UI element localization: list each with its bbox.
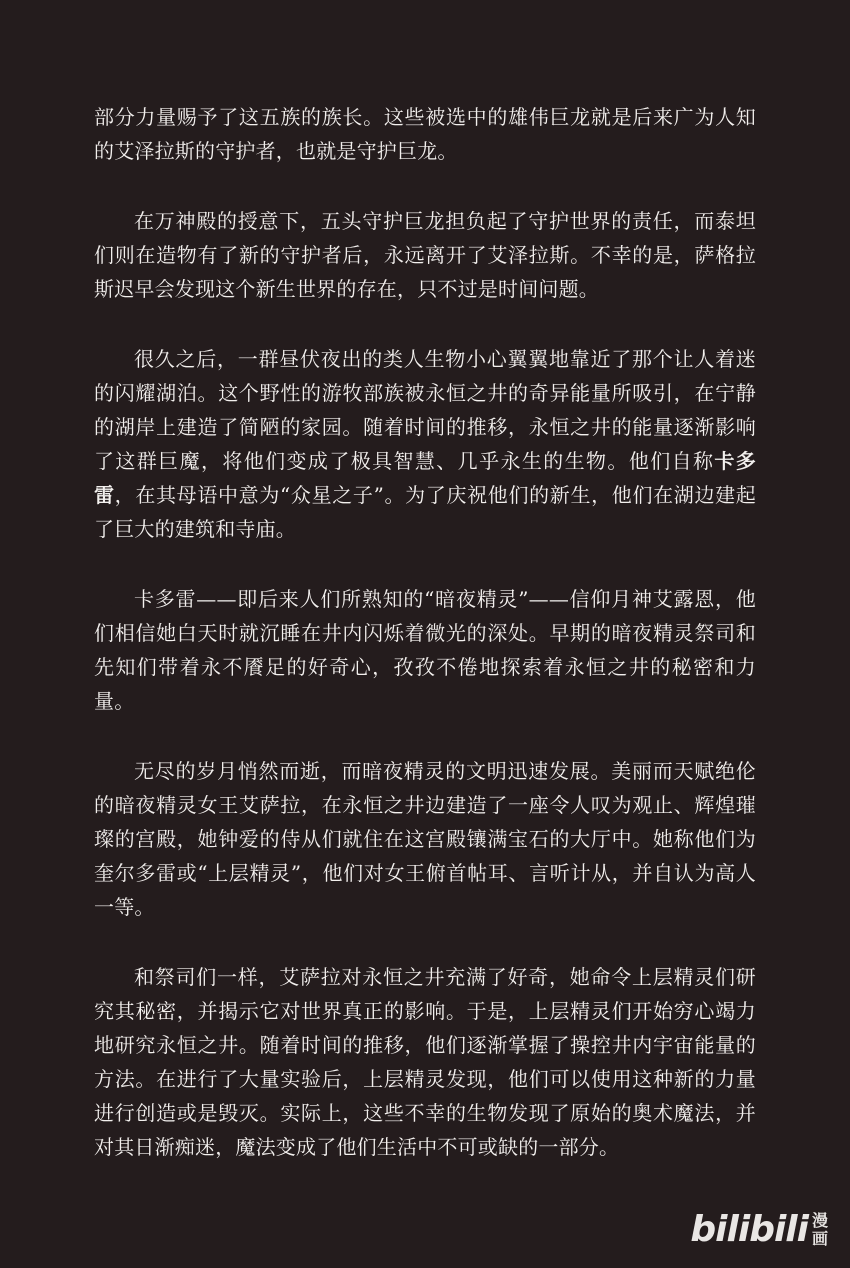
manga-tag-line-2: 画 bbox=[811, 1228, 828, 1248]
paragraph-3-part-1: 很久之后，一群昼伏夜出的类人生物小心翼翼地靠近了那个让人着迷的闪耀湖泊。这个野性的游牧部族被永恒之井的奇异能量所吸引，在宁静的湖岸上建造了简陋的家园。随着时间的推移，永恒之井的能量逐渐影响了这群巨魔，将他们变成了极具智慧、几乎永生的生物。他们自称 bbox=[94, 347, 756, 473]
paragraph-5: 无尽的岁月悄然而逝，而暗夜精灵的文明迅速发展。美丽而天赋绝伦的暗夜精灵女王艾萨拉，在永恒之井边建造了一座令人叹为观止、辉煌璀璨的宫殿，她钟爱的侍从们就住在这宫殿镶满宝石的大厅中。她称他们为奎尔多雷或“上层精灵”，他们对女王俯首帖耳、言听计从，并自认为高人一等。 bbox=[94, 759, 756, 919]
term-kaldorei: 卡多雷 bbox=[94, 449, 756, 507]
bilibili-watermark bbox=[690, 1209, 828, 1250]
paragraph-2: 在万神殿的授意下，五头守护巨龙担负起了守护世界的责任，而泰坦们则在造物有了新的守护者后，永远离开了艾泽拉斯。不幸的是，萨格拉斯迟早会发现这个新生世界的存在，只不过是时间问题。 bbox=[94, 209, 756, 301]
paragraph-6: 和祭司们一样，艾萨拉对永恒之井充满了好奇，她命令上层精灵们研究其秘密，并揭示它对世界真正的影响。于是，上层精灵们开始穷心竭力地研究永恒之井。随着时间的推移，他们逐渐掌握了操控井内宇宙能量的方法。在进行了大量实验后，上层精灵发现，他们可以使用这种新的力量进行创造或是毁灭。实际上，这些不幸的生物发现了原始的奥术魔法，并对其日渐痴迷，魔法变成了他们生活中不可或缺的一部分。 bbox=[94, 965, 756, 1159]
paragraph-3 bbox=[94, 342, 756, 546]
paragraph-3-part-2: ，在其母语中意为“众星之子”。为了庆祝他们的新生，他们在湖边建起了巨大的建筑和寺庙。 bbox=[94, 483, 756, 541]
paragraph-1: 部分力量赐予了这五族的族长。这些被选中的雄伟巨龙就是后来广为人知的艾泽拉斯的守护者，也就是守护巨龙。 bbox=[94, 105, 756, 163]
manga-tag-line-1: 漫 bbox=[811, 1210, 828, 1230]
bilibili-logo: bilibili bbox=[690, 1209, 808, 1250]
paragraph-4: 卡多雷——即后来人们所熟知的“暗夜精灵”——信仰月神艾露恩，他们相信她白天时就沉睡在井内闪烁着微光的深处。早期的暗夜精灵祭司和先知们带着永不餍足的好奇心，孜孜不倦地探索着永恒之井的秘密和力量。 bbox=[94, 587, 756, 713]
manga-tag bbox=[812, 1212, 828, 1248]
